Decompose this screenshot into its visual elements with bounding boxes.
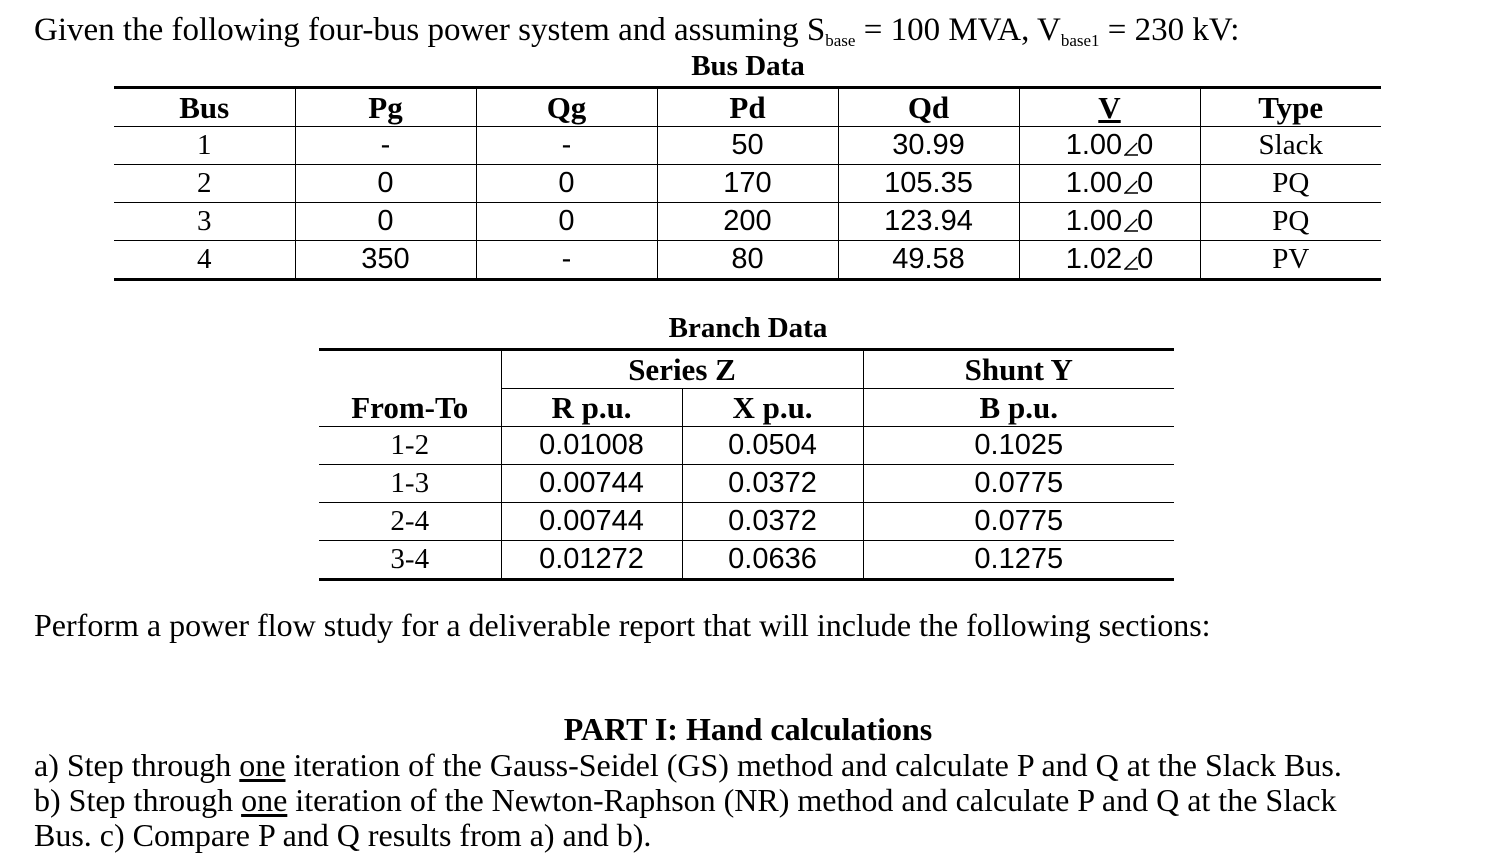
from-to-value: 1-2 bbox=[319, 427, 501, 465]
pg-value: - bbox=[295, 127, 476, 165]
question-b-rest: iteration of the Newton-Raphson (NR) method and calculate P and Q at the Slack bbox=[287, 782, 1337, 818]
shunt-y-header: Shunt Y bbox=[863, 350, 1174, 389]
qg-value: 0 bbox=[476, 203, 657, 241]
bus-type: PV bbox=[1200, 241, 1381, 280]
table-row bbox=[114, 127, 1381, 165]
r-value: 0.01008 bbox=[501, 427, 682, 465]
angle-icon bbox=[1124, 256, 1136, 268]
voltage-phasor bbox=[1019, 203, 1200, 241]
header-qg: Qg bbox=[476, 88, 657, 127]
question-a-rest: iteration of the Gauss-Seidel (GS) method and calculate P and Q at the Slack Bus. bbox=[285, 747, 1342, 783]
intro-suffix: = 230 kV: bbox=[1099, 12, 1240, 48]
x-value: 0.0504 bbox=[682, 427, 863, 465]
header-pg: Pg bbox=[295, 88, 476, 127]
b-value: 0.1025 bbox=[863, 427, 1174, 465]
angle-icon bbox=[1124, 180, 1136, 192]
question-a bbox=[34, 747, 1342, 784]
table-row bbox=[114, 241, 1381, 280]
part-one-title: PART I: Hand calculations bbox=[563, 711, 933, 747]
b-value: 0.0775 bbox=[863, 503, 1174, 541]
x-value: 0.0372 bbox=[682, 503, 863, 541]
qd-value: 105.35 bbox=[838, 165, 1019, 203]
vbase-subscript: base1 bbox=[1060, 31, 1100, 50]
pg-value: 350 bbox=[295, 241, 476, 280]
question-b-prefix: b) Step through bbox=[34, 782, 242, 818]
b-value: 0.1275 bbox=[863, 541, 1174, 580]
table-row bbox=[114, 203, 1381, 241]
bus-number: 3 bbox=[114, 203, 295, 241]
pg-value: 0 bbox=[295, 165, 476, 203]
branch-data-title: Branch Data bbox=[668, 312, 828, 344]
bus-number: 2 bbox=[114, 165, 295, 203]
voltage-magnitude: 1.00 bbox=[1065, 205, 1123, 237]
bus-type: PQ bbox=[1200, 165, 1381, 203]
table-row bbox=[319, 541, 1174, 580]
voltage-magnitude: 1.00 bbox=[1065, 129, 1123, 161]
voltage-angle: 0 bbox=[1137, 243, 1154, 275]
table-row bbox=[114, 165, 1381, 203]
from-to-value: 1-3 bbox=[319, 465, 501, 503]
branch-column-header-row bbox=[319, 389, 1174, 427]
qd-value: 30.99 bbox=[838, 127, 1019, 165]
qd-value: 49.58 bbox=[838, 241, 1019, 280]
pd-value: 50 bbox=[657, 127, 838, 165]
voltage-angle: 0 bbox=[1137, 129, 1154, 161]
r-value: 0.00744 bbox=[501, 465, 682, 503]
bus-number: 4 bbox=[197, 243, 212, 275]
qg-value: - bbox=[476, 241, 657, 280]
bus-number: 1 bbox=[114, 127, 295, 165]
question-a-emphasis: one bbox=[239, 747, 286, 783]
voltage-phasor bbox=[1019, 127, 1200, 165]
pg-value: 0 bbox=[295, 203, 476, 241]
table-row bbox=[319, 427, 1174, 465]
intro-prefix: Given the following four-bus power system and assuming S bbox=[34, 12, 826, 48]
header-pd: Pd bbox=[657, 88, 838, 127]
pd-value: 200 bbox=[657, 203, 838, 241]
voltage-angle: 0 bbox=[1137, 167, 1154, 199]
question-c: Bus. c) Compare P and Q results from a) and b). bbox=[34, 817, 652, 853]
bus-type: PQ bbox=[1200, 203, 1381, 241]
header-x: X p.u. bbox=[682, 389, 863, 427]
bus-type: Slack bbox=[1200, 127, 1381, 165]
pd-value: 80 bbox=[657, 241, 838, 280]
header-qd: Qd bbox=[838, 88, 1019, 127]
from-to-value: 3-4 bbox=[390, 543, 430, 575]
header-v: V bbox=[1019, 88, 1200, 127]
qd-value: 123.94 bbox=[838, 203, 1019, 241]
voltage-angle: 0 bbox=[1137, 205, 1154, 237]
pd-value: 170 bbox=[657, 165, 838, 203]
voltage-phasor bbox=[1019, 241, 1200, 280]
voltage-phasor bbox=[1019, 165, 1200, 203]
bus-data-table bbox=[114, 86, 1381, 281]
r-value: 0.01272 bbox=[501, 541, 682, 580]
table-row bbox=[319, 503, 1174, 541]
angle-icon bbox=[1124, 142, 1136, 154]
b-value: 0.0775 bbox=[863, 465, 1174, 503]
qg-value: - bbox=[476, 127, 657, 165]
question-b-emphasis: one bbox=[241, 782, 288, 818]
angle-icon bbox=[1124, 218, 1136, 230]
header-r: R p.u. bbox=[501, 389, 682, 427]
r-value: 0.00744 bbox=[501, 503, 682, 541]
branch-data-table bbox=[319, 348, 1174, 581]
bus-table-header-row bbox=[114, 88, 1381, 127]
question-a-prefix: a) Step through bbox=[34, 747, 240, 783]
header-bus: Bus bbox=[114, 88, 295, 127]
series-z-header: Series Z bbox=[501, 350, 863, 389]
from-to-value: 2-4 bbox=[319, 503, 501, 541]
question-b bbox=[34, 782, 1336, 819]
header-from-to: From-To bbox=[319, 389, 501, 427]
empty-header-cell bbox=[319, 350, 501, 389]
bus-data-title: Bus Data bbox=[691, 50, 805, 82]
perform-instruction: Perform a power flow study for a deliverable report that will include the following sections: bbox=[34, 607, 1211, 643]
x-value: 0.0636 bbox=[682, 541, 863, 580]
intro-mid: = 100 MVA, V bbox=[855, 12, 1061, 48]
intro-statement bbox=[34, 12, 1239, 49]
sbase-subscript: base bbox=[825, 31, 856, 50]
voltage-magnitude: 1.00 bbox=[1065, 167, 1123, 199]
qg-value: 0 bbox=[476, 165, 657, 203]
table-row bbox=[319, 465, 1174, 503]
voltage-magnitude: 1.02 bbox=[1065, 243, 1123, 275]
header-b: B p.u. bbox=[863, 389, 1174, 427]
x-value: 0.0372 bbox=[682, 465, 863, 503]
branch-group-header-row bbox=[319, 350, 1174, 389]
header-type: Type bbox=[1200, 88, 1381, 127]
